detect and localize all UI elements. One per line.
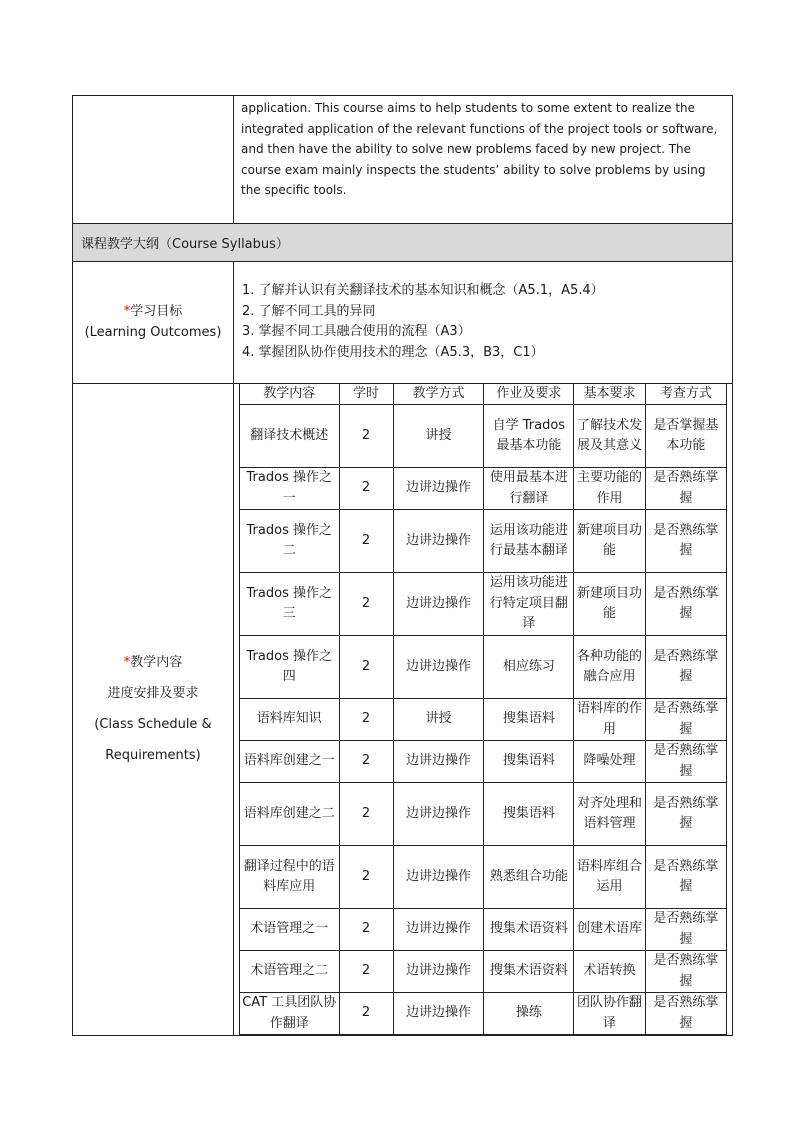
table-row	[240, 468, 727, 510]
cell-hours: 2	[339, 405, 393, 468]
outcome-item: 4. 掌握团队协作使用技术的理念（A5.3，B3，C1）	[242, 344, 544, 360]
cell-assess: 是否熟练掌握	[645, 468, 726, 510]
class-schedule-label	[73, 383, 234, 1036]
col-header-homework: 作业及要求	[484, 384, 574, 405]
table-row	[240, 909, 727, 951]
cell-method: 边讲边操作	[393, 909, 484, 951]
outcome-item: 3. 掌握不同工具融合使用的流程（A3）	[242, 324, 471, 339]
cell-assess: 是否熟练掌握	[645, 699, 726, 741]
cell-basic: 主要功能的作用	[574, 468, 645, 510]
cell-homework: 自学 Trados 最基本功能	[484, 405, 574, 468]
cell-content: 术语管理之二	[240, 951, 340, 993]
cell-basic: 语料库组合运用	[574, 846, 645, 909]
intro-row	[73, 96, 733, 224]
cell-method: 边讲边操作	[393, 846, 484, 909]
cell-basic: 降噪处理	[574, 741, 645, 783]
cell-homework: 相应练习	[484, 636, 574, 699]
table-row	[240, 510, 727, 573]
cell-method: 边讲边操作	[393, 510, 484, 573]
cell-method: 讲授	[393, 405, 484, 468]
cell-assess: 是否熟练掌握	[645, 909, 726, 951]
schedule-label-en-2: Requirements)	[105, 748, 201, 764]
schedule-header-row	[240, 384, 727, 405]
cell-basic: 了解技术发展及其意义	[574, 405, 645, 468]
cell-content: Trados 操作之四	[240, 636, 340, 699]
required-marker: *	[123, 655, 131, 671]
cell-content: 术语管理之一	[240, 909, 340, 951]
cell-basic: 新建项目功能	[574, 573, 645, 636]
cell-content: 翻译过程中的语料库应用	[240, 846, 340, 909]
class-schedule-row	[73, 383, 733, 1036]
cell-content: Trados 操作之二	[240, 510, 340, 573]
col-header-basic: 基本要求	[574, 384, 645, 405]
cell-hours: 2	[339, 468, 393, 510]
table-row	[240, 741, 727, 783]
course-intro-text: application. This course aims to help students to some extent to realize the integrated application of the relevant functions of the project tools or software, and then have the ability to solve new problems faced by new project. The course exam mainly inspects the students’ ability to solve problems by using the specific tools.	[234, 96, 733, 224]
cell-hours: 2	[339, 993, 393, 1035]
cell-assess: 是否熟练掌握	[645, 783, 726, 846]
learning-outcomes-label	[73, 261, 234, 383]
cell-basic: 团队协作翻译	[574, 993, 645, 1035]
cell-homework: 运用该功能进行最基本翻译	[484, 510, 574, 573]
learning-outcomes-cell	[234, 261, 733, 383]
table-row	[240, 636, 727, 699]
cell-assess: 是否熟练掌握	[645, 573, 726, 636]
cell-homework: 运用该功能进行特定项目翻译	[484, 573, 574, 636]
outcome-item: 1. 了解并认识有关翻译技术的基本知识和概念（A5.1，A5.4）	[242, 283, 604, 298]
required-marker: *	[123, 304, 131, 319]
cell-content: 语料库创建之二	[240, 783, 340, 846]
cell-homework: 搜集语料	[484, 699, 574, 741]
table-row	[240, 405, 727, 468]
table-row	[240, 783, 727, 846]
cell-assess: 是否熟练掌握	[645, 846, 726, 909]
table-row	[240, 993, 727, 1035]
syllabus-header-row	[73, 223, 733, 261]
cell-basic: 术语转换	[574, 951, 645, 993]
col-header-hours: 学时	[339, 384, 393, 405]
cell-homework: 搜集语料	[484, 783, 574, 846]
outcomes-label-cn: 学习目标	[130, 304, 183, 319]
cell-content: Trados 操作之一	[240, 468, 340, 510]
cell-content: 翻译技术概述	[240, 405, 340, 468]
cell-hours: 2	[339, 699, 393, 741]
cell-hours: 2	[339, 510, 393, 573]
col-header-method: 教学方式	[393, 384, 484, 405]
col-header-assess: 考查方式	[645, 384, 726, 405]
cell-homework: 操练	[484, 993, 574, 1035]
cell-content: CAT 工具团队协作翻译	[240, 993, 340, 1035]
schedule-label-cn-2: 进度安排及要求	[107, 686, 199, 702]
cell-homework: 搜集语料	[484, 741, 574, 783]
cell-assess: 是否熟练掌握	[645, 951, 726, 993]
cell-hours: 2	[339, 573, 393, 636]
schedule-table	[239, 384, 727, 1036]
cell-hours: 2	[339, 741, 393, 783]
cell-hours: 2	[339, 909, 393, 951]
cell-homework: 搜集术语资料	[484, 909, 574, 951]
schedule-label-en-1: (Class Schedule &	[94, 717, 212, 733]
table-row	[240, 846, 727, 909]
cell-assess: 是否熟练掌握	[645, 993, 726, 1035]
cell-method: 边讲边操作	[393, 993, 484, 1035]
cell-method: 边讲边操作	[393, 573, 484, 636]
cell-method: 边讲边操作	[393, 636, 484, 699]
cell-assess: 是否熟练掌握	[645, 741, 726, 783]
table-row	[240, 573, 727, 636]
cell-basic: 语料库的作用	[574, 699, 645, 741]
learning-outcomes-list	[234, 281, 732, 363]
outcome-item: 2. 了解不同工具的异同	[242, 303, 376, 319]
table-row	[240, 699, 727, 741]
cell-hours: 2	[339, 951, 393, 993]
cell-hours: 2	[339, 783, 393, 846]
course-syllabus-table	[72, 95, 733, 1036]
cell-homework: 搜集术语资料	[484, 951, 574, 993]
cell-basic: 新建项目功能	[574, 510, 645, 573]
learning-outcomes-row	[73, 261, 733, 383]
schedule-label-cn-1: 教学内容	[130, 655, 183, 671]
intro-left-cell	[73, 96, 234, 224]
cell-assess: 是否掌握基本功能	[645, 405, 726, 468]
cell-basic: 创建术语库	[574, 909, 645, 951]
cell-basic: 各种功能的融合应用	[574, 636, 645, 699]
cell-homework: 使用最基本进行翻译	[484, 468, 574, 510]
cell-method: 边讲边操作	[393, 741, 484, 783]
cell-assess: 是否熟练掌握	[645, 510, 726, 573]
cell-content: 语料库创建之一	[240, 741, 340, 783]
syllabus-header: 课程教学大纲（Course Syllabus）	[73, 223, 733, 261]
cell-homework: 熟悉组合功能	[484, 846, 574, 909]
cell-hours: 2	[339, 846, 393, 909]
class-schedule-cell	[234, 383, 733, 1036]
table-row	[240, 951, 727, 993]
cell-hours: 2	[339, 636, 393, 699]
cell-basic: 对齐处理和语料管理	[574, 783, 645, 846]
cell-method: 边讲边操作	[393, 468, 484, 510]
col-header-content: 教学内容	[240, 384, 340, 405]
cell-content: 语料库知识	[240, 699, 340, 741]
cell-method: 边讲边操作	[393, 783, 484, 846]
outcomes-label-en: (Learning Outcomes)	[84, 325, 222, 340]
cell-content: Trados 操作之三	[240, 573, 340, 636]
cell-method: 讲授	[393, 699, 484, 741]
cell-assess: 是否熟练掌握	[645, 636, 726, 699]
cell-method: 边讲边操作	[393, 951, 484, 993]
